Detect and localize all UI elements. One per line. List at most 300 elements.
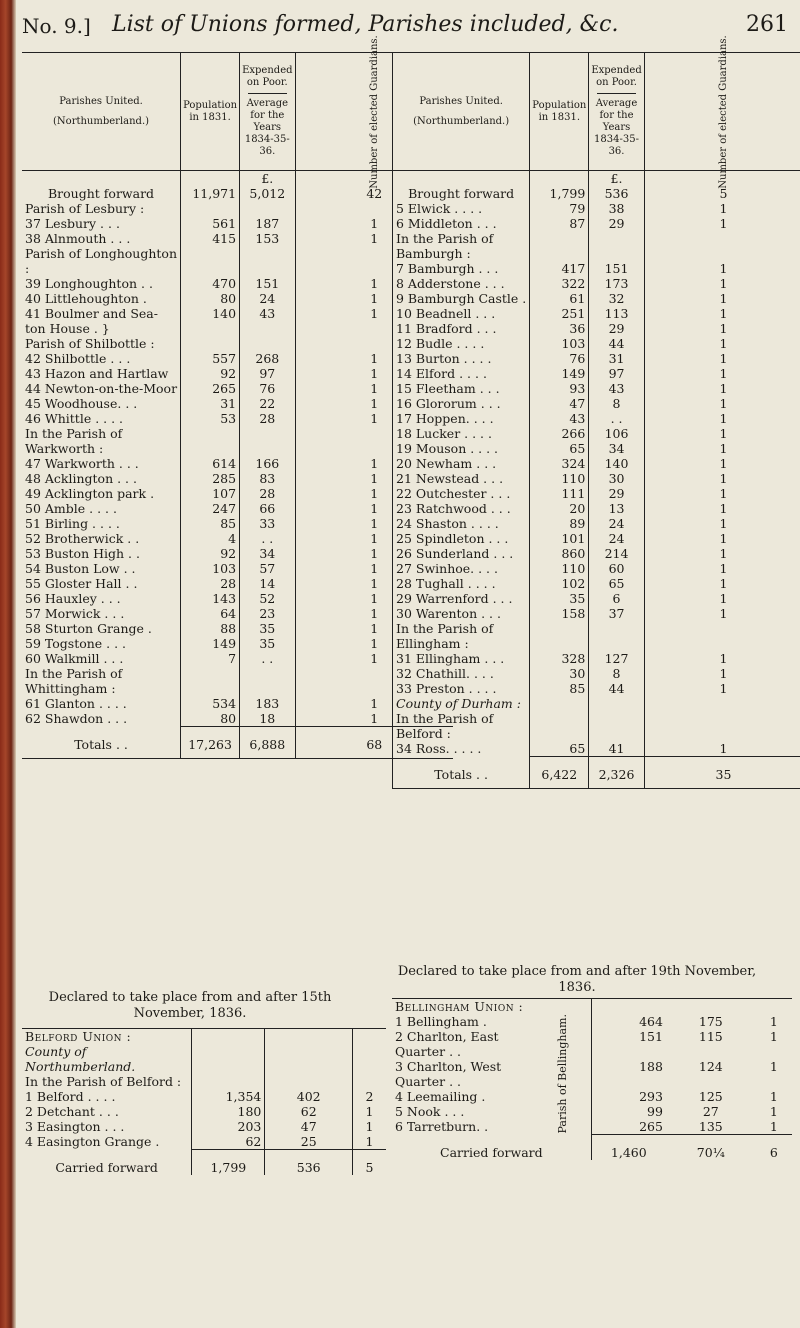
- parish-name: In the Parish of Warkworth :: [25, 426, 123, 456]
- parish-name: 6 Tarretburn. .: [395, 1119, 489, 1134]
- table-row: [393, 561, 800, 576]
- population-cell: 1,799: [530, 186, 589, 201]
- table-row: [393, 501, 800, 516]
- belford-union-title: Belford Union :: [25, 1029, 132, 1044]
- guardians-cell: 1: [353, 1119, 386, 1134]
- table-row: [392, 1104, 792, 1119]
- parish-name: 52 Brotherwick . .: [25, 531, 140, 546]
- expended-cell: 173: [589, 276, 644, 291]
- parish-name: 5 Nook . . .: [395, 1104, 465, 1119]
- parish-name: 24 Shaston . . . .: [393, 516, 530, 531]
- table-row: [393, 291, 800, 306]
- guardians-cell: 1: [295, 396, 453, 411]
- guardians-cell: 1: [644, 516, 800, 531]
- table-row: [393, 186, 800, 201]
- population-cell: 65: [530, 741, 589, 757]
- table-row: [22, 396, 453, 411]
- population-cell: 328: [530, 651, 589, 666]
- parish-name: 41 Boulmer and Sea- ton House . }: [25, 306, 158, 336]
- expended-cell: 37: [589, 606, 644, 621]
- guardians-cell: 1: [769, 1089, 778, 1104]
- expended-cell: 24: [240, 291, 295, 306]
- bellingham-union-title: Bellingham Union :: [395, 999, 524, 1014]
- parish-name: 50 Amble . . . .: [25, 501, 117, 516]
- parish-name: 43 Hazon and Hartlaw: [25, 366, 169, 381]
- expended-cell: 29: [589, 216, 644, 231]
- parish-name: 51 Birling . . . .: [25, 516, 120, 531]
- guardians-cell: 1: [769, 1119, 778, 1134]
- guardians-cell: 1: [295, 636, 453, 651]
- expended-cell: 214: [589, 546, 644, 561]
- population-cell: 20: [530, 501, 589, 516]
- population-cell: 102: [530, 576, 589, 591]
- population-cell: 89: [530, 516, 589, 531]
- population-cell: 149: [530, 366, 589, 381]
- population-cell: 151: [591, 1029, 666, 1059]
- guardians-cell: 1: [295, 576, 453, 591]
- expended-cell: 57: [240, 561, 295, 576]
- right-totals-row: Totals . . 6,422 2,326 35: [393, 757, 800, 789]
- parish-name: 26 Sunderland . . .: [393, 546, 530, 561]
- table-row: [393, 681, 800, 696]
- guardians-cell: 1: [295, 411, 453, 426]
- population-cell: 251: [530, 306, 589, 321]
- col-expended: Expended on Poor. Average for the Years 1834-35-36.: [240, 53, 295, 171]
- expended-cell: 32: [589, 291, 644, 306]
- expended-cell: 24: [589, 531, 644, 546]
- belford-union-block: [22, 990, 386, 1175]
- parish-name: 20 Newham . . .: [393, 456, 530, 471]
- parish-name: 10 Beadnell . . .: [393, 306, 530, 321]
- population-cell: 203: [192, 1119, 265, 1134]
- currency-label-right: £.: [589, 171, 644, 187]
- parish-name: 22 Outchester . . .: [393, 486, 530, 501]
- expended-cell: 52: [240, 591, 295, 606]
- guardians-cell: [644, 621, 800, 651]
- guardians-cell: 1: [295, 531, 453, 546]
- table-row: [22, 696, 453, 711]
- guardians-cell: 1: [353, 1134, 386, 1150]
- table-row: [22, 1089, 386, 1104]
- table-row: [392, 1014, 792, 1029]
- population-cell: 561: [181, 216, 240, 231]
- col-expended-right: Expended on Poor. Average for the Years 1834-35-36.: [589, 53, 644, 171]
- expended-cell: 151: [589, 261, 644, 276]
- population-cell: 4: [181, 531, 240, 546]
- guardians-cell: 1: [644, 456, 800, 471]
- expended-cell: 8: [589, 666, 644, 681]
- expended-cell: 151: [240, 276, 295, 291]
- guardians-cell: 1: [644, 441, 800, 456]
- parish-name: 11 Bradford . . .: [393, 321, 530, 336]
- expended-cell: 25: [265, 1134, 353, 1150]
- population-cell: 76: [530, 351, 589, 366]
- table-row: [392, 1029, 792, 1059]
- guardians-cell: 1: [769, 1104, 778, 1119]
- expended-cell: 60: [589, 561, 644, 576]
- guardians-cell: 1: [644, 426, 800, 441]
- section-heading-row: [22, 201, 453, 216]
- table-row: [22, 381, 453, 396]
- table-row: [393, 651, 800, 666]
- table-row: [393, 336, 800, 351]
- population-cell: [181, 336, 240, 351]
- population-cell: 47: [530, 396, 589, 411]
- parish-name: 29 Warrenford . . .: [393, 591, 530, 606]
- table-row: [22, 486, 453, 501]
- population-cell: 36: [530, 321, 589, 336]
- guardians-cell: 1: [644, 531, 800, 546]
- col-parishes: Parishes United. (Northumberland.): [53, 95, 150, 127]
- population-cell: 860: [530, 546, 589, 561]
- expended-cell: [240, 426, 295, 456]
- population-cell: 415: [181, 231, 240, 246]
- population-cell: 85: [181, 516, 240, 531]
- guardians-cell: 1: [644, 486, 800, 501]
- parish-name: 9 Bamburgh Castle .: [393, 291, 530, 306]
- col-guardians-right: Number of elected Guardians.: [644, 53, 800, 171]
- guardians-cell: 1: [295, 486, 453, 501]
- table-row: [393, 366, 800, 381]
- table-row: [393, 516, 800, 531]
- population-cell: 180: [192, 1104, 265, 1119]
- parish-name: 53 Buston High . .: [25, 546, 140, 561]
- population-cell: [181, 426, 240, 456]
- page-header: [20, 6, 790, 46]
- guardians-cell: 1: [295, 501, 453, 516]
- population-cell: 1,354: [192, 1089, 265, 1104]
- population-cell: 103: [530, 336, 589, 351]
- parish-name: 48 Acklington . . .: [25, 471, 137, 486]
- expended-cell: 43: [589, 381, 644, 396]
- guardians-cell: 42: [295, 186, 453, 201]
- parish-name: 1 Bellingham .: [395, 1014, 487, 1029]
- section-heading-row: [393, 621, 800, 651]
- table-row: [393, 351, 800, 366]
- parish-name: 15 Fleetham . . .: [393, 381, 530, 396]
- expended-cell: 28: [240, 486, 295, 501]
- table-row: [22, 306, 453, 336]
- table-row: [22, 591, 453, 606]
- population-cell: 80: [181, 711, 240, 727]
- table-row: [22, 516, 453, 531]
- guardians-cell: 1: [295, 621, 453, 636]
- parish-name: 38 Alnmouth . . .: [25, 231, 131, 246]
- parish-name: 54 Buston Low . .: [25, 561, 136, 576]
- guardians-cell: 1: [295, 516, 453, 531]
- parish-name: 32 Chathill. . . .: [393, 666, 530, 681]
- section-heading-row: [22, 666, 453, 696]
- guardians-cell: 1: [295, 561, 453, 576]
- parish-name: 2 Charlton, East Quarter . .: [395, 1029, 499, 1059]
- table-row: [393, 471, 800, 486]
- parish-name: 14 Elford . . . .: [393, 366, 530, 381]
- parish-name: 12 Budle . . . .: [393, 336, 530, 351]
- expended-cell: 124: [698, 1059, 723, 1074]
- table-row: [393, 591, 800, 606]
- expended-cell: [240, 336, 295, 351]
- guardians-cell: 1: [644, 261, 800, 276]
- population-cell: 247: [181, 501, 240, 516]
- guardians-cell: 1: [769, 1029, 778, 1044]
- table-row: [393, 381, 800, 396]
- guardians-cell: [644, 711, 800, 741]
- parish-name: 8 Adderstone . . .: [393, 276, 530, 291]
- parish-name: 7 Bamburgh . . .: [393, 261, 530, 276]
- guardians-cell: 1: [644, 591, 800, 606]
- population-cell: 265: [591, 1119, 666, 1135]
- guardians-cell: [644, 696, 800, 711]
- expended-cell: 175: [698, 1014, 723, 1029]
- population-cell: 285: [181, 471, 240, 486]
- population-cell: 11,971: [181, 186, 240, 201]
- expended-cell: 62: [265, 1104, 353, 1119]
- population-cell: 92: [181, 366, 240, 381]
- table-row: [22, 351, 453, 366]
- parish-name: 37 Lesbury . . .: [25, 216, 120, 231]
- table-row: [22, 561, 453, 576]
- population-cell: [181, 246, 240, 276]
- parish-name: 60 Walkmill . . .: [25, 651, 124, 666]
- belford-parish: In the Parish of Belford :: [25, 1074, 182, 1089]
- parish-name: 62 Shawdon . . .: [25, 711, 128, 726]
- col-parishes-right: Parishes United. (Northumberland.): [393, 53, 530, 171]
- guardians-cell: 1: [644, 366, 800, 381]
- parish-name: 13 Burton . . . .: [393, 351, 530, 366]
- population-cell: 557: [181, 351, 240, 366]
- expended-cell: 28: [240, 411, 295, 426]
- expended-cell: 44: [589, 336, 644, 351]
- parish-name: 45 Woodhouse. . .: [25, 396, 138, 411]
- expended-cell: 38: [589, 201, 644, 216]
- expended-cell: 18: [240, 711, 295, 727]
- expended-cell: 125: [698, 1089, 723, 1104]
- population-cell: 158: [530, 606, 589, 621]
- parish-name: 4 Easington Grange .: [25, 1134, 160, 1149]
- table-row: [22, 711, 453, 727]
- population-cell: 65: [530, 441, 589, 456]
- parish-name: 61 Glanton . . . .: [25, 696, 127, 711]
- section-heading-row: [393, 711, 800, 741]
- population-cell: [530, 231, 589, 261]
- expended-cell: [589, 231, 644, 261]
- guardians-cell: 1: [644, 546, 800, 561]
- expended-cell: [589, 711, 644, 741]
- population-cell: 265: [181, 381, 240, 396]
- expended-cell: 97: [589, 366, 644, 381]
- expended-cell: 183: [240, 696, 295, 711]
- population-cell: 464: [591, 1014, 666, 1029]
- guardians-cell: 1: [295, 606, 453, 621]
- table-row: [393, 216, 800, 231]
- guardians-cell: 1: [769, 1059, 778, 1074]
- population-cell: 534: [181, 696, 240, 711]
- right-table: [392, 34, 792, 789]
- guardians-cell: 1: [295, 651, 453, 666]
- population-cell: 64: [181, 606, 240, 621]
- parish-name: 59 Togstone . . .: [25, 636, 127, 651]
- guardians-cell: 1: [644, 381, 800, 396]
- parish-name: 28 Tughall . . . .: [393, 576, 530, 591]
- page-number: 261: [746, 12, 788, 37]
- population-cell: 87: [530, 216, 589, 231]
- table-row: [22, 471, 453, 486]
- population-cell: 107: [181, 486, 240, 501]
- population-cell: 293: [591, 1089, 666, 1104]
- parish-name: In the Parish of Ellingham :: [393, 621, 530, 651]
- parish-name: Brought forward: [393, 186, 530, 201]
- guardians-cell: 1: [295, 306, 453, 336]
- guardians-cell: 1: [644, 471, 800, 486]
- parish-name: 56 Hauxley . . .: [25, 591, 121, 606]
- expended-cell: 34: [589, 441, 644, 456]
- guardians-cell: 1: [644, 396, 800, 411]
- table-row: [22, 231, 453, 246]
- table-row: [393, 441, 800, 456]
- table-row: [393, 276, 800, 291]
- belford-carried-row: Carried forward 1,799 536 5: [22, 1150, 386, 1176]
- table-row: [393, 666, 800, 681]
- expended-cell: . .: [240, 531, 295, 546]
- guardians-cell: 1: [644, 276, 800, 291]
- population-cell: 79: [530, 201, 589, 216]
- table-row: [393, 411, 800, 426]
- bellingham-parish-label: Parish of Bellingham.: [556, 1014, 570, 1134]
- table-row: [393, 201, 800, 216]
- guardians-cell: 1: [644, 651, 800, 666]
- col-population: Population in 1831.: [181, 53, 240, 171]
- parish-name: 30 Warenton . . .: [393, 606, 530, 621]
- population-cell: 140: [181, 306, 240, 336]
- table-row: [392, 1059, 792, 1089]
- table-row: [393, 456, 800, 471]
- parish-name: 42 Shilbottle . . .: [25, 351, 131, 366]
- table-row: [22, 411, 453, 426]
- belford-county: County of Northumberland.: [25, 1044, 136, 1074]
- guardians-cell: 1: [769, 1014, 778, 1029]
- table-row: [22, 216, 453, 231]
- currency-label: £.: [240, 171, 295, 187]
- parish-name: 31 Ellingham . . .: [393, 651, 530, 666]
- guardians-cell: 1: [644, 306, 800, 321]
- guardians-cell: 1: [644, 291, 800, 306]
- population-cell: 88: [181, 621, 240, 636]
- table-row: [393, 486, 800, 501]
- guardians-cell: 1: [644, 681, 800, 696]
- expended-cell: [240, 666, 295, 696]
- population-cell: 111: [530, 486, 589, 501]
- expended-cell: 13: [589, 501, 644, 516]
- parish-name: 1 Belford . . . .: [25, 1089, 116, 1104]
- guardians-cell: 1: [644, 561, 800, 576]
- population-cell: [181, 201, 240, 216]
- population-cell: 103: [181, 561, 240, 576]
- parish-name: 17 Hoppen. . . .: [393, 411, 530, 426]
- population-cell: 101: [530, 531, 589, 546]
- population-cell: 92: [181, 546, 240, 561]
- parish-name: 57 Morwick . . .: [25, 606, 125, 621]
- population-cell: 324: [530, 456, 589, 471]
- table-row: [22, 546, 453, 561]
- population-cell: [181, 666, 240, 696]
- table-row: [22, 606, 453, 621]
- expended-cell: . .: [240, 651, 295, 666]
- parish-name: 18 Lucker . . . .: [393, 426, 530, 441]
- guardians-cell: 1: [295, 381, 453, 396]
- expended-cell: 35: [240, 621, 295, 636]
- section-heading-row: [22, 336, 453, 351]
- col-population-right: Population in 1831.: [530, 53, 589, 171]
- population-cell: 30: [530, 666, 589, 681]
- expended-cell: 135: [698, 1119, 723, 1134]
- guardians-cell: 1: [295, 546, 453, 561]
- expended-cell: 22: [240, 396, 295, 411]
- bellingham-carried-row: Carried forward 1,460 70¼ 6: [392, 1135, 792, 1161]
- parish-name: 4 Leemailing .: [395, 1089, 486, 1104]
- left-totals-row: Totals . . 17,263 6,888 68: [22, 727, 453, 759]
- parish-name: 5 Elwick . . . .: [393, 201, 530, 216]
- guardians-cell: 1: [295, 366, 453, 381]
- table-row: [22, 366, 453, 381]
- expended-cell: 30: [589, 471, 644, 486]
- table-row: [393, 531, 800, 546]
- parish-name: 40 Littlehoughton .: [25, 291, 147, 306]
- population-cell: 43: [530, 411, 589, 426]
- population-cell: 99: [591, 1104, 666, 1119]
- parish-name: 49 Acklington park .: [25, 486, 155, 501]
- parish-name: 33 Preston . . . .: [393, 681, 530, 696]
- section-number: No. 9.]: [22, 14, 91, 38]
- guardians-cell: 1: [644, 351, 800, 366]
- expended-cell: 5,012: [240, 186, 295, 201]
- parish-name: 47 Warkworth . . .: [25, 456, 139, 471]
- expended-cell: 35: [240, 636, 295, 651]
- population-cell: 149: [181, 636, 240, 651]
- table-row: [393, 261, 800, 276]
- guardians-cell: 1: [295, 711, 453, 727]
- population-cell: 7: [181, 651, 240, 666]
- guardians-cell: 1: [644, 741, 800, 757]
- guardians-cell: 1: [644, 606, 800, 621]
- population-cell: 143: [181, 591, 240, 606]
- guardians-cell: 2: [353, 1089, 386, 1104]
- population-cell: 80: [181, 291, 240, 306]
- expended-cell: 29: [589, 321, 644, 336]
- belford-declared: Declared to take place from and after 15th November, 1836.: [48, 990, 332, 1021]
- parish-name: Parish of Lesbury :: [25, 201, 145, 216]
- population-cell: 62: [192, 1134, 265, 1150]
- expended-cell: [589, 621, 644, 651]
- expended-cell: 76: [240, 381, 295, 396]
- population-cell: 53: [181, 411, 240, 426]
- guardians-cell: 1: [644, 201, 800, 216]
- parish-name: 58 Sturton Grange .: [25, 621, 152, 636]
- expended-cell: 14: [240, 576, 295, 591]
- page-title: List of Unions formed, Parishes included, &c.: [112, 12, 619, 37]
- guardians-cell: 1: [295, 696, 453, 711]
- table-row: [22, 651, 453, 666]
- guardians-cell: 1: [644, 216, 800, 231]
- population-cell: [530, 711, 589, 741]
- parish-name: In the Parish of Belford :: [393, 711, 530, 741]
- table-row: [22, 186, 453, 201]
- parish-name: 46 Whittle . . . .: [25, 411, 124, 426]
- table-row: [22, 621, 453, 636]
- bellingham-parish-brace: [552, 1014, 591, 1135]
- expended-cell: 23: [240, 606, 295, 621]
- population-cell: 266: [530, 426, 589, 441]
- population-cell: 322: [530, 276, 589, 291]
